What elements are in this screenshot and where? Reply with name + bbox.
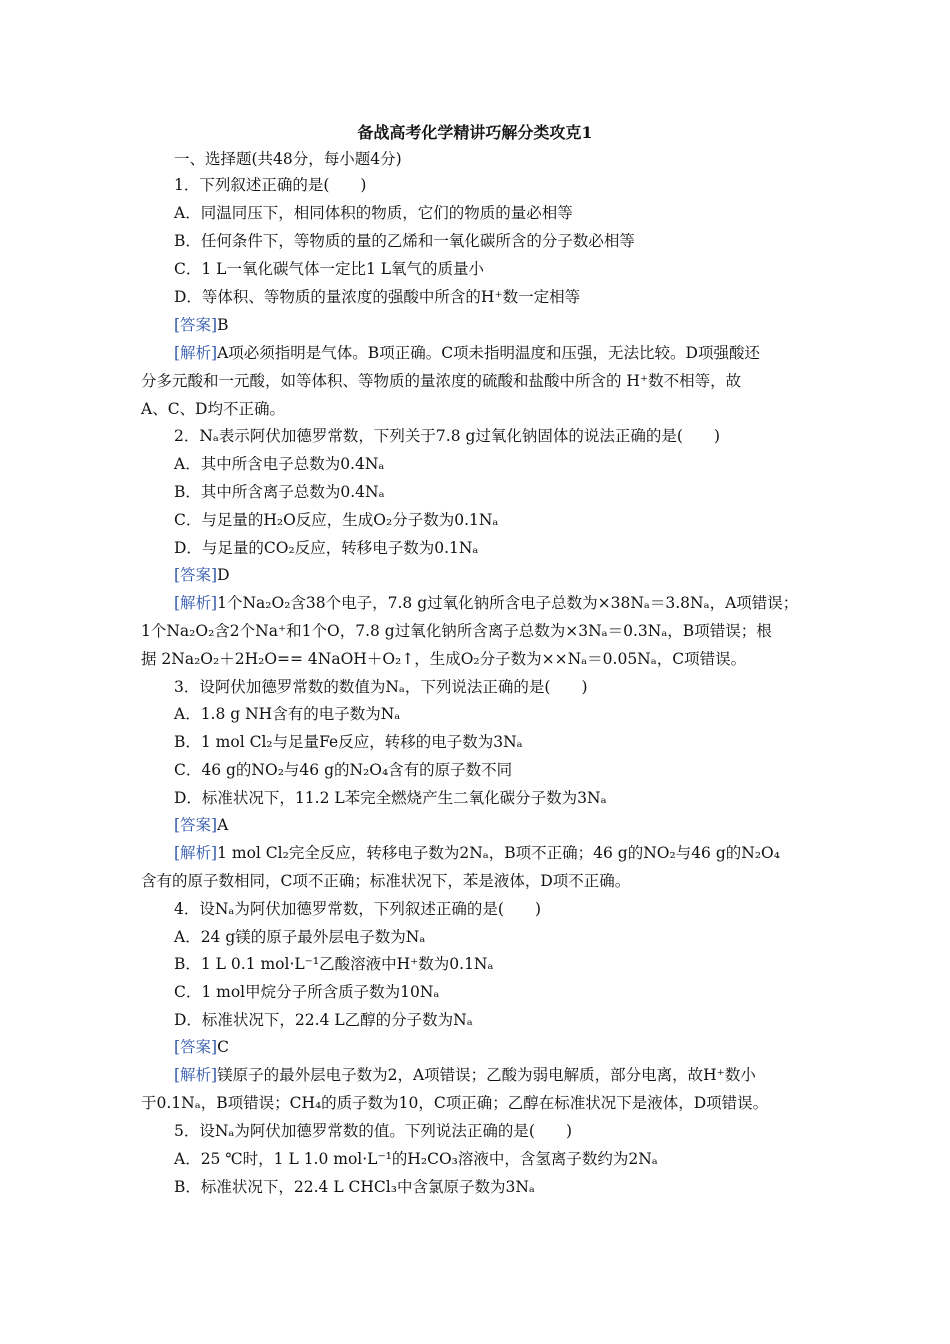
analysis-line [174, 342, 760, 364]
option: C．1 mol甲烷分子所含质子数为10Nₐ [174, 983, 440, 1001]
option: B．1 L 0.1 mol·L⁻¹乙酸溶液中H⁺数为0.1Nₐ [174, 955, 494, 973]
option: A．1.8 g NH含有的电子数为Nₐ [174, 705, 401, 723]
option: B．其中所含离子总数为0.4Nₐ [174, 483, 385, 501]
section-heading: 一、选择题(共48分，每小题4分) [174, 150, 402, 168]
answer-value: B [217, 316, 229, 334]
question-stem: 5．设Nₐ为阿伏加德罗常数的值。下列说法正确的是( ) [174, 1122, 572, 1140]
analysis-text: 分多元酸和一元酸，如等体积、等物质的量浓度的硫酸和盐酸中所含的 H⁺数不相等，故 [141, 372, 742, 390]
question-stem: 2．Nₐ表示阿伏加德罗常数，下列关于7.8 g过氧化钠固体的说法正确的是( ) [174, 427, 720, 445]
option: D．标准状况下，22.4 L乙醇的分子数为Nₐ [174, 1011, 473, 1029]
analysis-line [174, 842, 780, 864]
analysis-line [174, 1064, 756, 1086]
option: A．25 ℃时，1 L 1.0 mol·L⁻¹的H₂CO₃溶液中，含氢离子数约为2Nₐ [174, 1150, 658, 1168]
analysis-text: 含有的原子数相同，C项不正确；标准状况下，苯是液体，D项不正确。 [141, 872, 631, 890]
option: B．标准状况下，22.4 L CHCl₃中含氯原子数为3Nₐ [174, 1178, 535, 1196]
answer-line [174, 1036, 229, 1058]
option: B．任何条件下，等物质的量的乙烯和一氧化碳所含的分子数必相等 [174, 232, 635, 250]
option: C．与足量的H₂O反应，生成O₂分子数为0.1Nₐ [174, 511, 499, 529]
answer-tag: [答案] [174, 566, 218, 584]
answer-line [174, 314, 229, 336]
option: A．其中所含电子总数为0.4Nₐ [174, 455, 385, 473]
analysis-line [174, 592, 798, 614]
answer-value: D [217, 566, 230, 584]
answer-value: C [217, 1038, 229, 1056]
option: C．1 L一氧化碳气体一定比1 L氧气的质量小 [174, 260, 485, 278]
answer-line [174, 814, 228, 836]
option: D．与足量的CO₂反应，转移电子数为0.1Nₐ [174, 539, 479, 557]
analysis-text: 1 mol Cl₂完全反应，转移电子数为2Nₐ，B项不正确；46 g的NO₂与46 g的N₂O₄ [217, 844, 780, 862]
analysis-text: 1个Na₂O₂含2个Na⁺和1个O，7.8 g过氧化钠所含离子总数为×3Nₐ＝0.3Nₐ，B项错误；根 [141, 622, 772, 640]
analysis-tag: [解析] [174, 594, 218, 612]
option: A．同温同压下，相同体积的物质，它们的物质的量必相等 [174, 204, 573, 222]
option: D．标准状况下，11.2 L苯完全燃烧产生二氧化碳分子数为3Nₐ [174, 789, 607, 807]
analysis-tag: [解析] [174, 844, 218, 862]
question-stem: 3．设阿伏加德罗常数的数值为Nₐ，下列说法正确的是( ) [174, 678, 588, 696]
option: C．46 g的NO₂与46 g的N₂O₄含有的原子数不同 [174, 761, 513, 779]
option: B．1 mol Cl₂与足量Fe反应，转移的电子数为3Nₐ [174, 733, 523, 751]
answer-tag: [答案] [174, 1038, 218, 1056]
answer-tag: [答案] [174, 316, 218, 334]
question-stem: 1．下列叙述正确的是( ) [174, 176, 367, 194]
analysis-text: 镁原子的最外层电子数为2，A项错误；乙酸为弱电解质，部分电离，故H⁺数小 [217, 1066, 756, 1084]
option: A．24 g镁的原子最外层电子数为Nₐ [174, 928, 426, 946]
analysis-tag: [解析] [174, 344, 218, 362]
analysis-text: 于0.1Nₐ，B项错误；CH₄的质子数为10，C项正确；乙醇在标准状况下是液体，D项错误。 [141, 1094, 769, 1112]
analysis-tag: [解析] [174, 1066, 218, 1084]
analysis-text: 据 2Na₂O₂＋2H₂O== 4NaOH＋O₂↑，生成O₂分子数为××Nₐ＝0.05Nₐ，C项错误。 [141, 650, 747, 668]
answer-value: A [217, 816, 229, 834]
analysis-text: 1个Na₂O₂含38个电子，7.8 g过氧化钠所含电子总数为×38Nₐ＝3.8Nₐ，A项错误； [217, 594, 799, 612]
analysis-text: A、C、D均不正确。 [141, 400, 285, 418]
answer-tag: [答案] [174, 816, 218, 834]
answer-line [174, 564, 230, 586]
analysis-text: A项必须指明是气体。B项正确。C项未指明温度和压强，无法比较。D项强酸还 [217, 344, 760, 362]
question-stem: 4．设Nₐ为阿伏加德罗常数，下列叙述正确的是( ) [174, 900, 541, 918]
option: D．等体积、等物质的量浓度的强酸中所含的H⁺数一定相等 [174, 288, 581, 306]
page-title: 备战高考化学精讲巧解分类攻克1 [357, 123, 593, 142]
